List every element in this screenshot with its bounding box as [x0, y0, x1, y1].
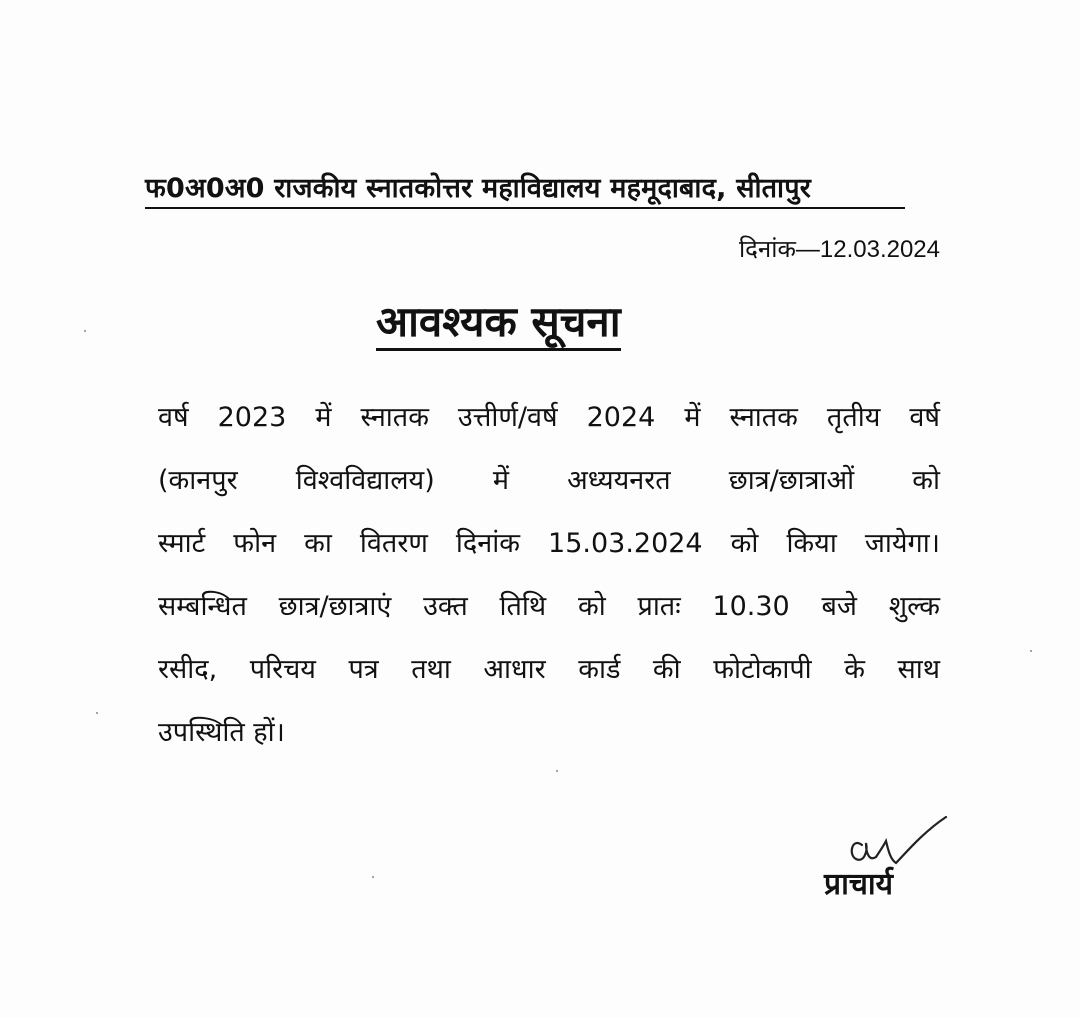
- body-line: स्मार्ट फोन का वितरण दिनांक 15.03.2024 को किया जायेगा।: [158, 528, 940, 559]
- signatory-designation: प्राचार्य: [824, 867, 894, 902]
- body-line: रसीद, परिचय पत्र तथा आधार कार्ड की फोटोकापी के साथ: [158, 654, 940, 685]
- scan-speck: [556, 770, 558, 772]
- notice-title: आवश्यक सूचना: [376, 296, 621, 351]
- notice-body: [158, 386, 940, 764]
- institution-heading: फ0अ0अ0 राजकीय स्नातकोत्तर महाविद्यालय महमूदाबाद, सीतापुर: [145, 168, 905, 209]
- body-line: वर्ष 2023 में स्नातक उत्तीर्ण/वर्ष 2024 में स्नातक तृतीय वर्ष: [158, 402, 940, 433]
- scan-speck: [84, 330, 86, 332]
- scan-speck: [96, 712, 98, 714]
- notice-date: दिनांक—12.03.2024: [738, 236, 940, 263]
- scan-speck: [372, 876, 374, 878]
- scan-speck: [1030, 650, 1032, 652]
- body-line: (कानपुर विश्वविद्यालय) में अध्ययनरत छात्र/छात्राओं को: [158, 465, 940, 496]
- body-line: उपस्थिति हों।: [158, 717, 285, 748]
- body-line: सम्बन्धित छात्र/छात्राएं उक्त तिथि को प्रातः 10.30 बजे शुल्क: [158, 591, 940, 622]
